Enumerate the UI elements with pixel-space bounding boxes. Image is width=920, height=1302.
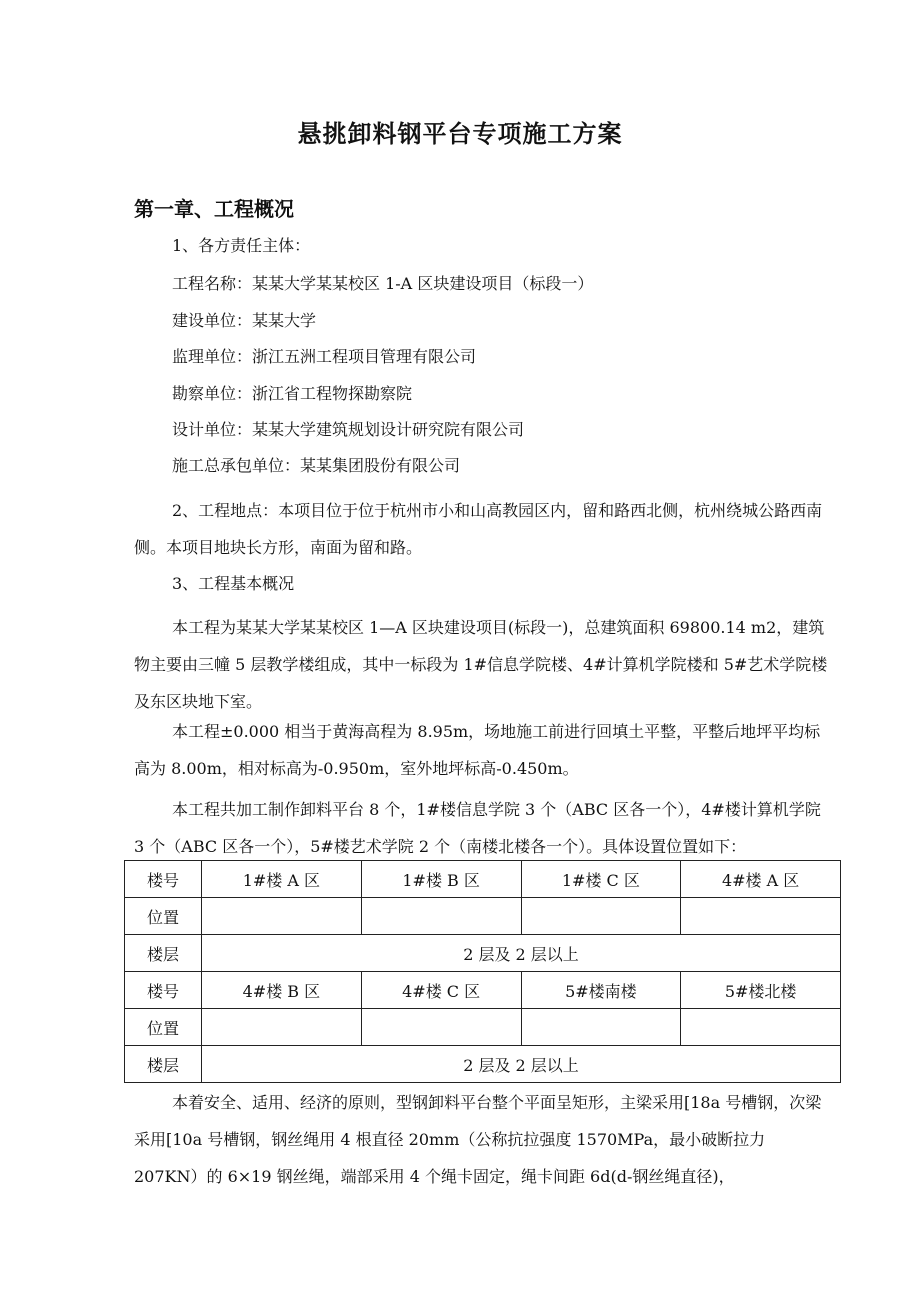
survey-unit: 勘察单位：浙江省工程物探勘察院 bbox=[172, 384, 413, 403]
row-label-position: 位置 bbox=[125, 1009, 202, 1046]
table-cell-empty bbox=[521, 898, 681, 935]
table-cell: 1#楼 C 区 bbox=[521, 861, 681, 898]
table-cell-empty bbox=[521, 1009, 681, 1046]
table-cell: 4#楼 A 区 bbox=[681, 861, 841, 898]
table-cell: 1#楼 A 区 bbox=[202, 861, 362, 898]
table-cell: 5#楼南楼 bbox=[521, 972, 681, 1009]
contractor-unit: 施工总承包单位：某某集团股份有限公司 bbox=[172, 456, 461, 475]
table-cell: 5#楼北楼 bbox=[681, 972, 841, 1009]
table-cell-empty bbox=[681, 898, 841, 935]
chapter-heading: 第一章、工程概况 bbox=[134, 197, 294, 221]
table-row bbox=[125, 861, 841, 898]
table-row bbox=[125, 1009, 841, 1046]
row-label-building: 楼号 bbox=[125, 861, 202, 898]
platform-location-table bbox=[124, 860, 841, 1083]
project-name: 工程名称：某某大学某某校区 1-A 区块建设项目（标段一） bbox=[172, 274, 594, 293]
row-label-floor: 楼层 bbox=[125, 935, 202, 972]
table-cell: 1#楼 B 区 bbox=[361, 861, 521, 898]
section3-paragraph-1: 本工程为某某大学某某校区 1—A 区块建设项目(标段一)，总建筑面积 69800.14 m2，建筑物主要由三幢 5 层教学楼组成，其中一标段为 1#信息学院楼、4#计算机学院楼和 5#艺术学院楼及东区块地下室。 bbox=[134, 618, 828, 711]
section2-paragraph: 2、工程地点：本项目位于位于杭州市小和山高教园区内，留和路西北侧，杭州绕城公路西南侧。本项目地块长方形，南面为留和路。 bbox=[134, 501, 823, 557]
closing-paragraph: 本着安全、适用、经济的原则，型钢卸料平台整个平面呈矩形，主梁采用[18a 号槽钢，次梁采用[10a 号槽钢，钢丝绳用 4 根直径 20mm（公称抗拉强度 1570MPa，最小破断拉力 207KN）的 6×19 钢丝绳，端部采用 4 个绳卡固定，绳卡间距 6d(d-钢丝绳直径)， bbox=[134, 1093, 822, 1186]
table-row bbox=[125, 1046, 841, 1083]
row-label-floor: 楼层 bbox=[125, 1046, 202, 1083]
table-row bbox=[125, 898, 841, 935]
table-cell-empty bbox=[361, 898, 521, 935]
table-cell-empty bbox=[681, 1009, 841, 1046]
document-title: 悬挑卸料钢平台专项施工方案 bbox=[297, 119, 623, 148]
section1-heading: 1、各方责任主体： bbox=[172, 236, 311, 255]
section3-paragraph-3: 本工程共加工制作卸料平台 8 个，1#楼信息学院 3 个（ABC 区各一个），4#楼计算机学院 3 个（ABC 区各一个），5#楼艺术学院 2 个（南楼北楼各一个）。具体设置位置如下： bbox=[134, 800, 821, 856]
table-row bbox=[125, 935, 841, 972]
table-cell-empty bbox=[361, 1009, 521, 1046]
design-unit: 设计单位：某某大学建筑规划设计研究院有限公司 bbox=[172, 420, 525, 439]
table-cell: 4#楼 C 区 bbox=[361, 972, 521, 1009]
table-cell: 4#楼 B 区 bbox=[202, 972, 362, 1009]
row-label-position: 位置 bbox=[125, 898, 202, 935]
table-cell-empty bbox=[202, 1009, 362, 1046]
table-row bbox=[125, 972, 841, 1009]
supervisor-unit: 监理单位：浙江五洲工程项目管理有限公司 bbox=[172, 347, 477, 366]
section3-paragraph-2: 本工程±0.000 相当于黄海高程为 8.95m，场地施工前进行回填土平整，平整后地坪平均标高为 8.00m，相对标高为-0.950m，室外地坪标高-0.450m。 bbox=[134, 722, 821, 778]
row-label-building: 楼号 bbox=[125, 972, 202, 1009]
table-cell-floor: 2 层及 2 层以上 bbox=[202, 1046, 841, 1083]
section3-heading: 3、工程基本概况 bbox=[172, 574, 295, 593]
table-cell-empty bbox=[202, 898, 362, 935]
owner-unit: 建设单位：某某大学 bbox=[172, 311, 317, 330]
table-cell-floor: 2 层及 2 层以上 bbox=[202, 935, 841, 972]
